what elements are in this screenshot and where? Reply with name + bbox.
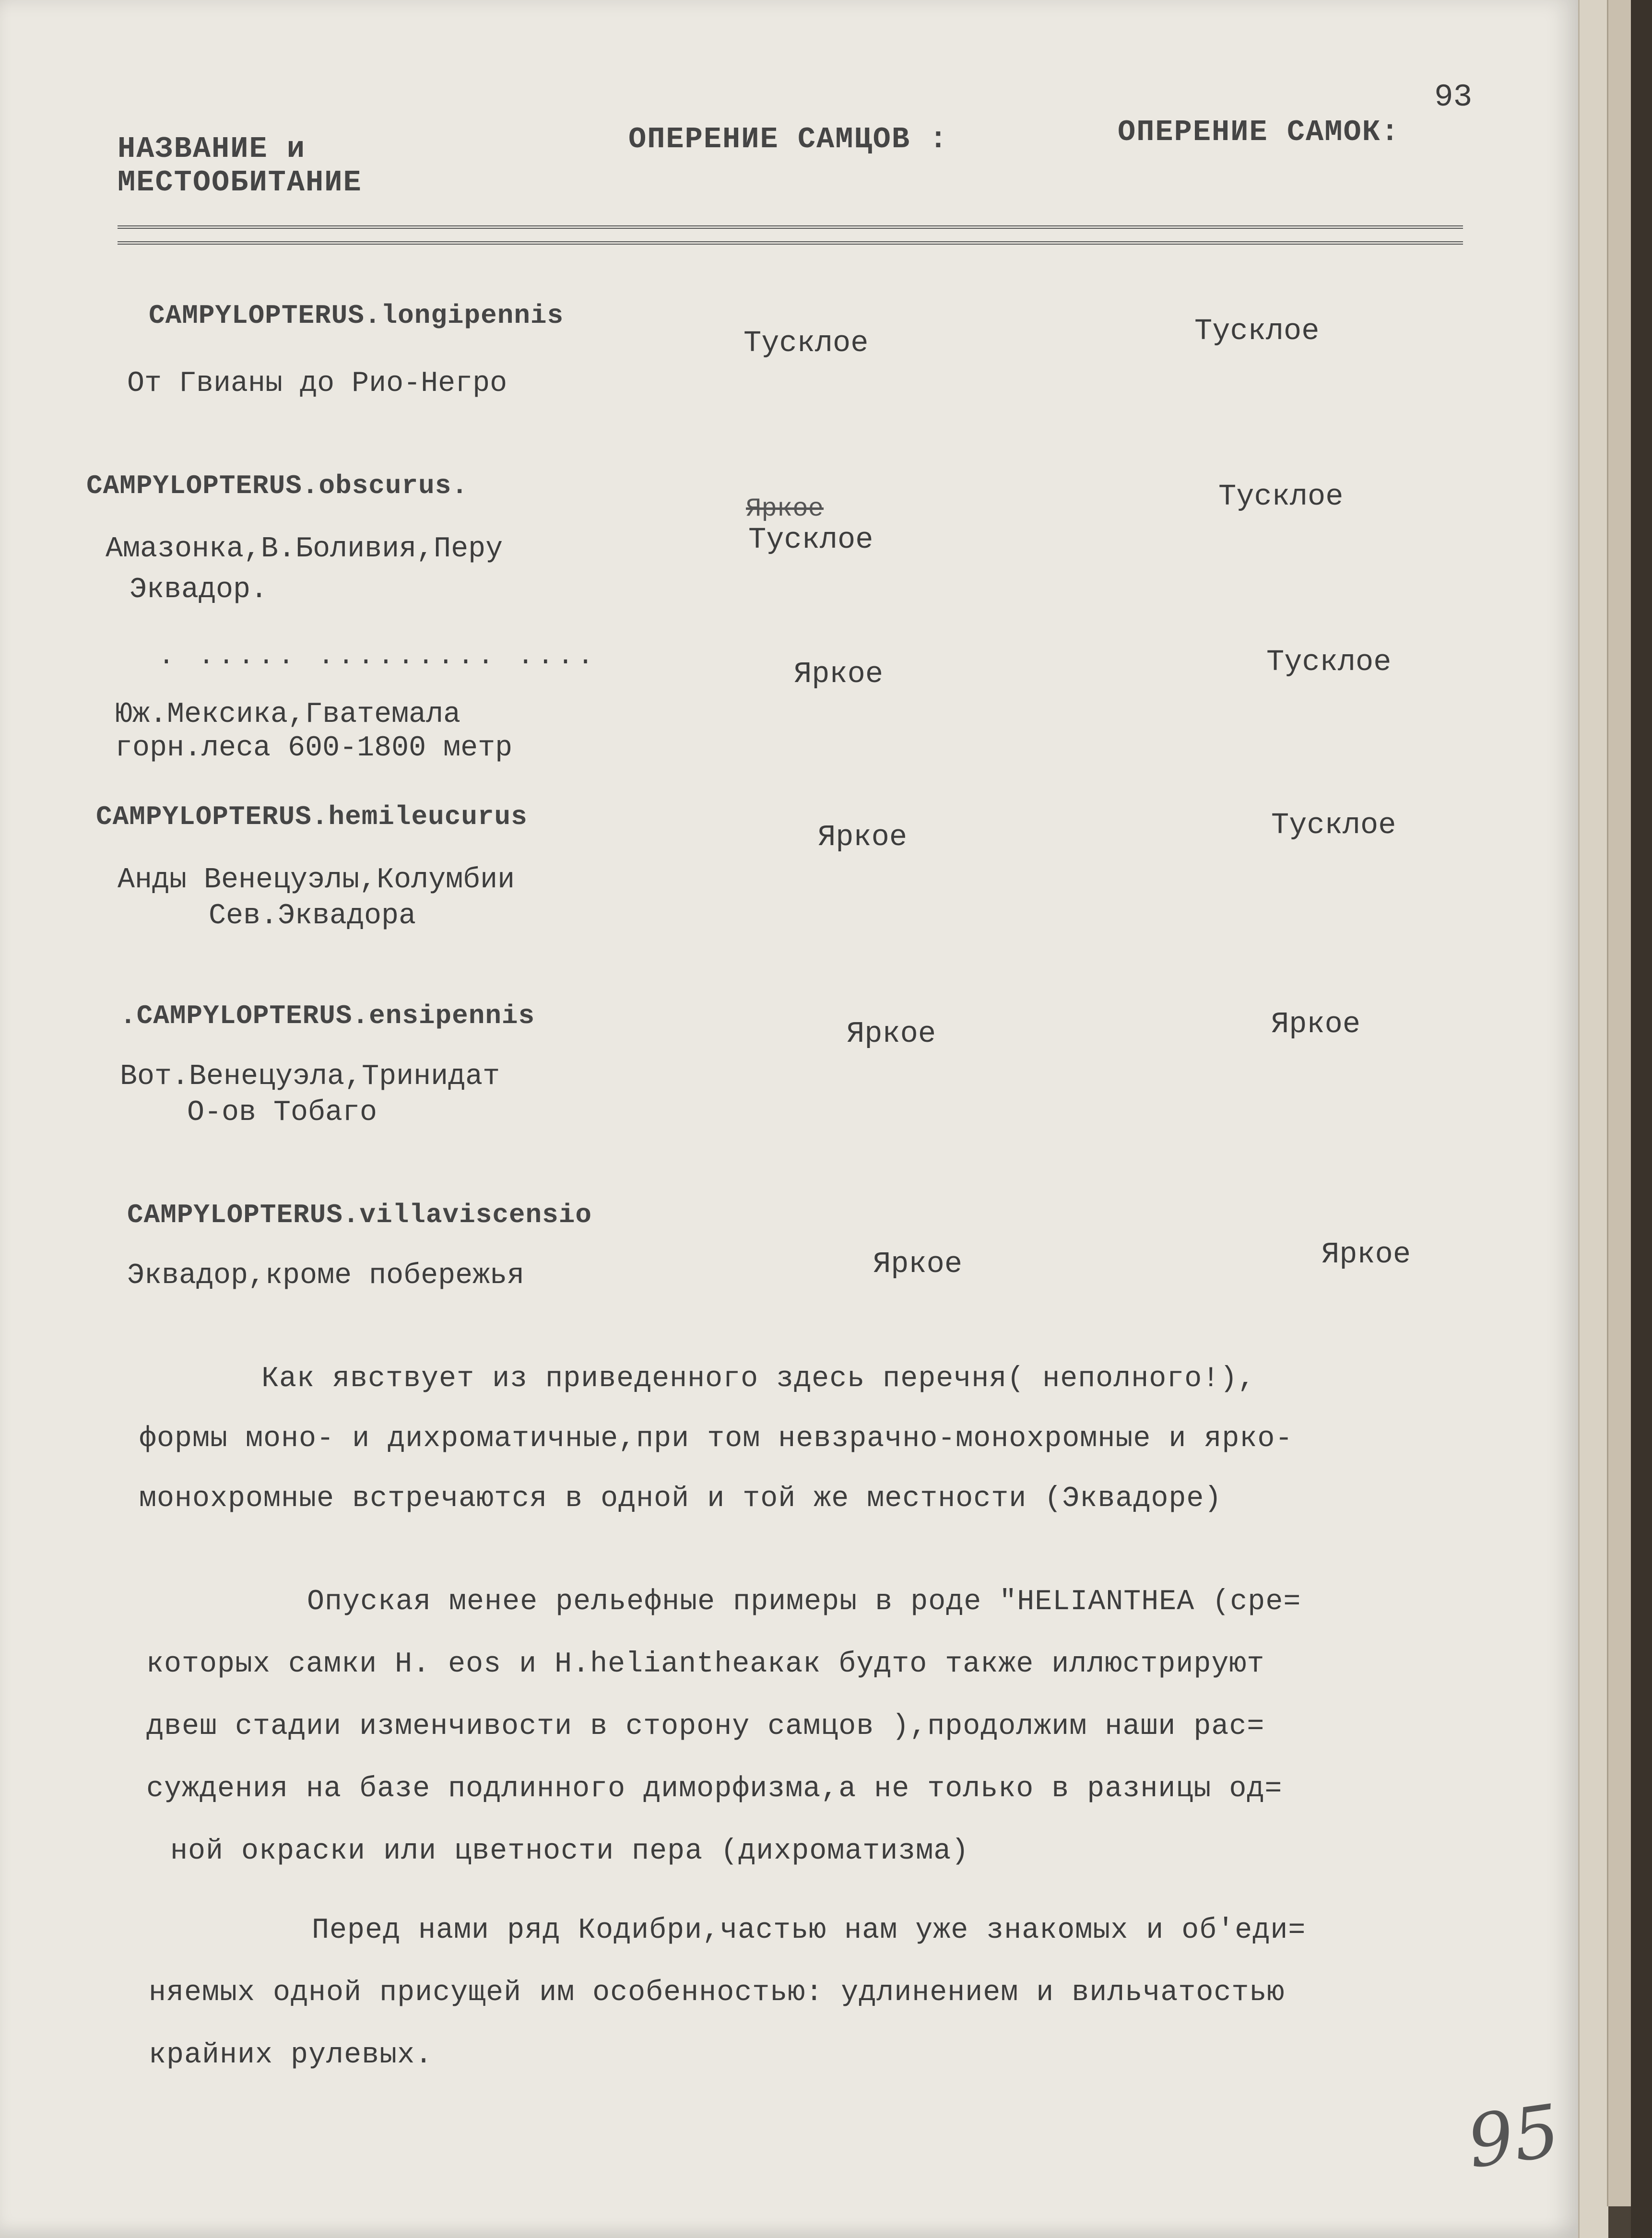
paragraph-line: Опуская менее рельефные примеры в роде "HELIANTHEA (сре= bbox=[307, 1586, 1301, 1618]
species-name-dotted: . ..... ......... .... bbox=[158, 641, 598, 671]
species-location: Амазонка,В.Боливия,Перу bbox=[106, 533, 503, 565]
male-plumage-value: Яркое bbox=[873, 1247, 963, 1281]
paragraph-line: монохромные встречаются в одной и той же местности (Эквадоре) bbox=[139, 1483, 1222, 1515]
female-plumage-value: Яркое bbox=[1322, 1237, 1411, 1272]
paragraph-line: Как явствует из приведенного здесь перечня( неполного!), bbox=[261, 1363, 1256, 1395]
species-name: .CAMPYLOPTERUS.ensipennis bbox=[120, 1001, 535, 1031]
species-name: CAMPYLOPTERUS.obscurus. bbox=[86, 471, 468, 501]
handwritten-folio-number: 95 bbox=[1462, 2089, 1565, 2185]
female-plumage-value: Тусклое bbox=[1266, 645, 1392, 679]
page-edge bbox=[1578, 0, 1608, 2238]
female-plumage-value: Тусклое bbox=[1218, 480, 1344, 514]
species-name: CAMPYLOPTERUS.longipennis bbox=[149, 300, 564, 331]
female-plumage-value: Тусклое bbox=[1194, 314, 1320, 348]
female-plumage-value: Яркое bbox=[1271, 1007, 1361, 1041]
page-number: 93 bbox=[1434, 79, 1473, 115]
header-name-habitat-line1: НАЗВАНИЕ и bbox=[118, 132, 306, 166]
species-location: Эквадор. bbox=[130, 574, 268, 606]
species-location: Вот.Венецуэла,Тринидат bbox=[120, 1060, 500, 1093]
paragraph-line: суждения на базе подлинного диморфизма,а не только в разницы од= bbox=[146, 1773, 1283, 1805]
header-name-habitat-line2: МЕСТООБИТАНИЕ bbox=[118, 165, 362, 200]
female-plumage-value: Тусклое bbox=[1271, 808, 1396, 842]
paragraph-line: Перед нами ряд Кодибри,частью нам уже знакомых и об'еди= bbox=[312, 1914, 1306, 1947]
paragraph-line: двеш стадии изменчивости в сторону самцов ),продолжим наши рас= bbox=[146, 1710, 1265, 1743]
male-plumage-value: Яркое bbox=[794, 657, 884, 691]
species-name: CAMPYLOPTERUS.villaviscensio bbox=[127, 1200, 592, 1230]
male-plumage-value: Яркое bbox=[847, 1017, 936, 1051]
struck-male-plumage-value: Яркое bbox=[746, 495, 824, 524]
page-edge bbox=[1607, 0, 1632, 2206]
paragraph-line: няемых одной присущей им особенностью: удлинением и вильчатостью bbox=[149, 1977, 1285, 2009]
species-location: О-ов Тобаго bbox=[187, 1096, 378, 1129]
paragraph-line: ной окраски или цветности пера (дихроматизма) bbox=[170, 1835, 969, 1868]
paragraph-line: которых самки H. eos и H.heliantheaкак будто также иллюстрируют bbox=[146, 1648, 1265, 1681]
paragraph-line: формы моно- и дихроматичные,при том невзрачно-монохромные и ярко- bbox=[139, 1423, 1293, 1455]
male-plumage-value: Яркое bbox=[818, 820, 908, 854]
paragraph-line: крайних рулевых. bbox=[149, 2039, 433, 2072]
species-location: Эквадор,кроме побережья bbox=[127, 1260, 525, 1292]
binding-shadow bbox=[1631, 0, 1652, 2238]
species-location: Сев.Эквадора bbox=[209, 900, 416, 932]
species-location: Анды Венецуэлы,Колумбии bbox=[118, 864, 515, 896]
species-location: Юж.Мексика,Гватемала bbox=[115, 698, 461, 731]
header-male-plumage: ОПЕРЕНИЕ САМЦОВ : bbox=[628, 122, 948, 156]
species-name: CAMPYLOPTERUS.hemileucurus bbox=[96, 801, 528, 832]
header-divider bbox=[118, 225, 1463, 245]
header-female-plumage: ОПЕРЕНИЕ САМОК: bbox=[1118, 115, 1400, 149]
male-plumage-value: Тусклое bbox=[748, 523, 873, 557]
species-location: От Гвианы до Рио-Негро bbox=[127, 367, 507, 400]
species-location: горн.леса 600-1800 метр bbox=[115, 732, 513, 765]
male-plumage-value: Тусклое bbox=[743, 326, 869, 360]
